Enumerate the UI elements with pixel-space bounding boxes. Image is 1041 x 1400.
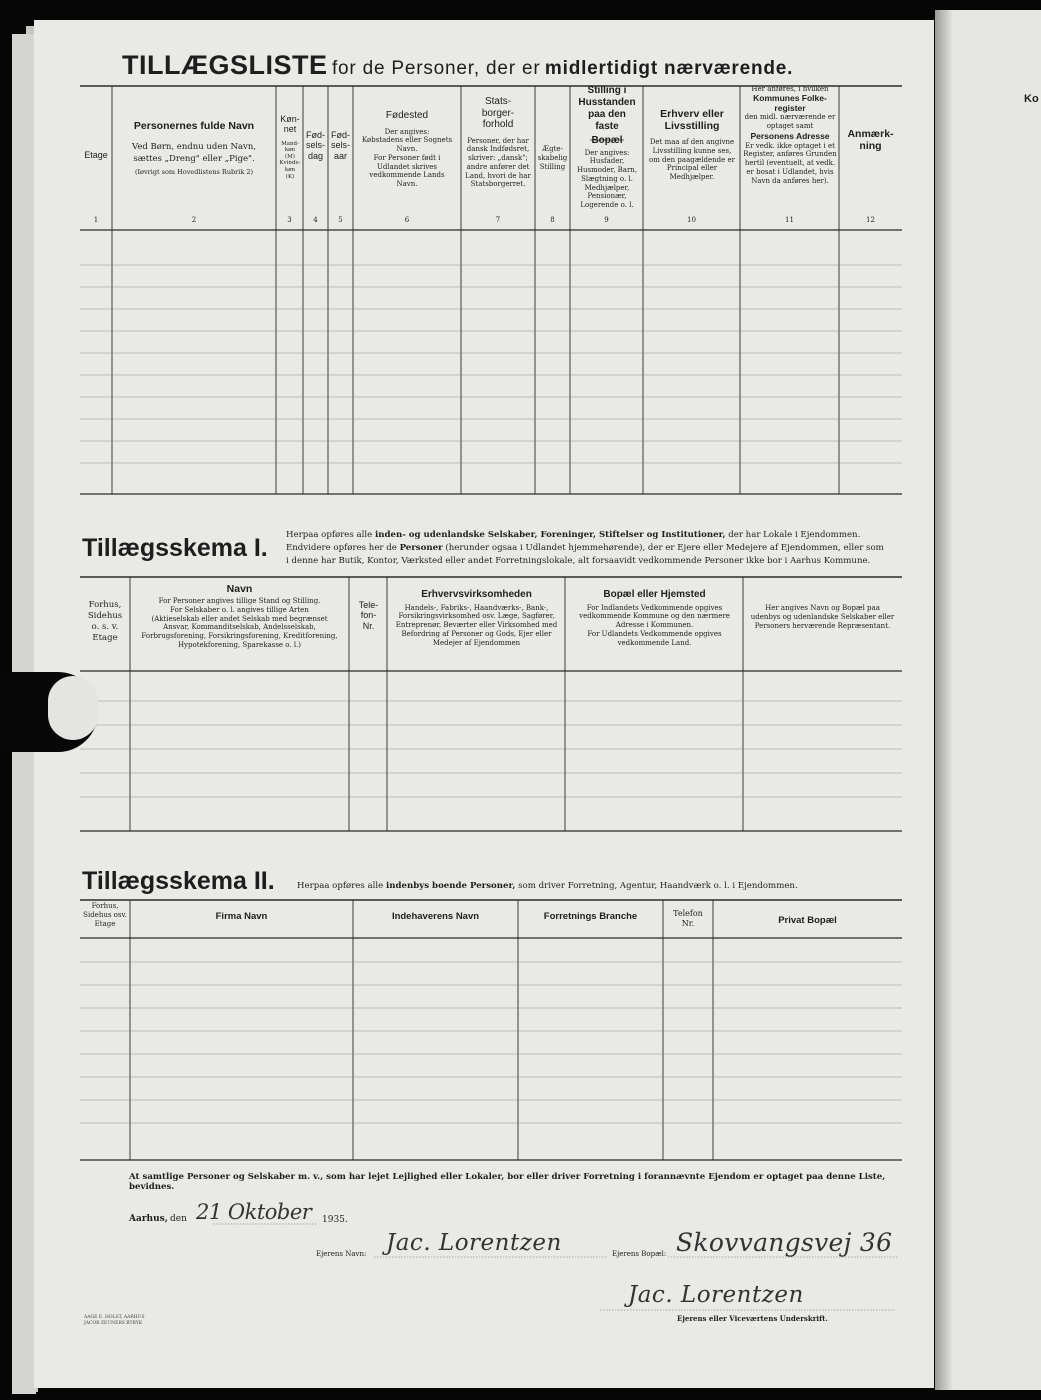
col-num-5: 5	[338, 216, 343, 224]
col-statsborger-title: Stats- borger- forhold	[481, 96, 515, 130]
title-rest: for de Personer, der er	[331, 58, 541, 79]
col-fodested-note: Der angives: Købstadens eller Sognets Navn. For Personer født i Udlandet skrives vedkommende Lands Navn.	[361, 127, 453, 188]
col-fodselsdag: Fød- sels- dag	[305, 130, 325, 161]
col-stilling-title: Stilling i Husstanden paa den faste	[578, 85, 636, 132]
footer-sign-hand: Jac. Lorentzen	[628, 1282, 804, 1308]
col-kommune-title: Kommunes Folke- register	[753, 92, 827, 113]
skema2-col-firma: Firma Navn	[215, 911, 268, 922]
footer-bopael-label: Ejerens Bopæl:	[612, 1250, 667, 1258]
col-erhverv	[644, 108, 740, 182]
footer-owner-hand: Jac. Lorentzen	[386, 1230, 562, 1256]
skema1-col-bopael-title: Bopæl eller Hjemsted	[603, 589, 706, 600]
skema1-col-erhverv-note: Handels-, Fabriks-, Haandværks-, Bank-, Forsikringsvirksomhed osv. Læge, Sagfører, Entreprenør, Beværter eller Virksomhed med Befordring af Personer og Gods, Ejer eller Medejer af Ejendommen	[395, 603, 558, 647]
col-kommune	[741, 85, 839, 185]
skema2-col-telefon: Telefon Nr.	[673, 909, 703, 928]
skema1-col-navn	[132, 583, 347, 650]
footer-attest: At samtlige Personer og Selskaber m. v., som har lejet Lejlighed eller Lokaler, bor eller driver Forretning i forannævnte Ejendom er optaget paa denne Liste, bevidnes.	[129, 1172, 886, 1192]
col-navn	[114, 120, 274, 176]
skema1-col-erhverv-title: Erhvervsvirksomheden	[421, 589, 532, 600]
col-fodested-title: Fødested	[385, 110, 429, 121]
col-stilling	[571, 85, 643, 210]
skema1-note	[286, 529, 906, 568]
col-etage: Etage	[84, 150, 108, 160]
col-adresse-title: Personens Adresse	[750, 130, 830, 141]
tillaegsliste-title	[122, 50, 793, 81]
skema2-note-b: indenbys boende Personer,	[385, 881, 516, 891]
col-erhverv-title: Erhverv eller Livsstilling	[660, 108, 724, 133]
col-statsborger	[462, 96, 534, 189]
skema1-col-telefon: Tele- fon- Nr.	[358, 600, 379, 631]
col-kommune-note3: Er vedk. ikke optaget i et Register, anføres Grunden hertil (eventuelt, at vedk. er bosat i Udlandet, hvis Navn da anføres her).	[743, 141, 837, 185]
title-bold: midlertidigt nærværende.	[544, 58, 794, 79]
skema1-note-2c: (herunder ogsaa i Udlandet hjemmehørende), der er Ejere eller Medejere af Ejendommen, eller som	[445, 542, 884, 553]
footer-sign-label: Ejerens eller Viceværtens Underskrift.	[677, 1314, 828, 1323]
title-main: TILLÆGSLISTE	[122, 50, 328, 80]
skema1-title: Tillægsskema I.	[82, 534, 268, 562]
skema1-note-1c: der har Lokale i Ejendommen.	[728, 530, 861, 540]
col-num-10: 10	[687, 216, 696, 224]
col-navn-title: Personernes fulde Navn	[133, 120, 255, 132]
col-fodested	[355, 110, 459, 189]
footer-place: Aarhus,	[129, 1214, 168, 1224]
col-num-7: 7	[495, 216, 501, 224]
col-num-3: 3	[287, 216, 292, 224]
skema2-title: Tillægsskema II.	[82, 867, 275, 895]
col-navn-note2: (Iøvrigt som Hovedlistens Rubrik 2)	[134, 168, 254, 176]
skema2-col-branche: Forretnings Branche	[543, 911, 638, 922]
footer-den: den	[170, 1214, 187, 1224]
footer-date-hand: 21 Oktober	[196, 1200, 312, 1224]
col-num-1: 1	[93, 216, 99, 224]
col-fodselsaar: Fød- sels- aar	[330, 130, 350, 161]
skema1-col-bopael-note: For Indlandets Vedkommende opgives vedkommende Kommune og den nærmere Adresse i Kommunen. For Udlandets Vedkommende opgives vedkommende Land.	[579, 603, 730, 647]
col-num-2: 2	[191, 216, 197, 224]
skema2-note	[297, 880, 897, 893]
col-konnet	[277, 114, 303, 180]
col-bopael-title: Bopæl	[591, 135, 623, 146]
col-erhverv-note: Det maa af den angivne Livsstilling kunne ses, om den paagældende er Principal eller Medhjælper.	[648, 138, 736, 182]
col-num-8: 8	[550, 216, 555, 224]
skema2-col-indehaver: Indehaverens Navn	[391, 911, 480, 922]
col-num-6: 6	[404, 216, 410, 224]
thumb	[48, 676, 98, 740]
skema1-note-3: i denne har Butik, Kontor, Værksted eller andet Forretningslokale, alt forsaavidt vedkommende Personer ikke bor i Aarhus Kommune.	[286, 555, 871, 566]
printer-mark: AAGE E. HOLST, AARHUS JACOB ZEUNERS BTRYK	[84, 1315, 145, 1326]
col-navn-note: Ved Børn, endnu uden Navn, sættes „Dreng" eller „Pige".	[131, 142, 257, 164]
skema1-note-2b: Personer	[399, 542, 443, 553]
right-page-label: Ko	[1024, 93, 1039, 105]
skema2-col-privat: Privat Bopæl	[778, 915, 837, 926]
skema1-col-forhus: Forhus, Sidehus o. s. v. Etage	[87, 600, 123, 644]
skema1-col-bopael	[567, 589, 742, 647]
col-num-9: 9	[604, 216, 609, 224]
skema1-col-erhverv	[389, 589, 564, 647]
col-statsborger-note: Personer, der har dansk Indfødsret, skriver: „dansk"; andre anfører det Land, hvori de har Statsborgerret.	[465, 136, 531, 189]
skema1-note-1a: Herpaa opføres alle	[286, 530, 373, 540]
footer-year: 1935.	[322, 1215, 348, 1225]
footer-bopael-hand: Skovvangsvej 36	[676, 1228, 893, 1257]
skema1-note-1b: inden- og udenlandske Selskaber, Foreninger, Stiftelser og Institutioner,	[374, 530, 726, 540]
col-anmaerkning: Anmærk- ning	[847, 128, 894, 153]
page-fold	[935, 10, 953, 1390]
col-num-12: 12	[866, 216, 875, 224]
col-stilling-note: Der angives: Husfader, Husmoder, Barn, Slægtning o. l. Medhjælper, Pensionær, Logerende o. l.	[576, 148, 638, 209]
footer-owner-label: Ejerens Navn:	[316, 1250, 367, 1258]
col-konnet-note: Mand- køn (M) Kvinde- køn (K)	[279, 140, 301, 180]
skema1-col-navn-title: Navn	[226, 583, 253, 595]
col-num-4: 4	[313, 216, 318, 224]
col-aegteskabelig: Ægte- skabelig Stilling	[537, 145, 568, 171]
skema2-note-a: Herpaa opføres alle	[297, 881, 384, 891]
skema2-col-forhus: Forhus, Sidehus osv. Etage	[83, 902, 127, 928]
skema2-note-c: som driver Forretning, Agentur, Haandværk o. l. i Ejendommen.	[518, 881, 798, 891]
skema1-col-repr: Her angives Navn og Bopæl paa udenbys og udenlandske Selskaber eller Personers herværende Repræsentant.	[750, 604, 895, 630]
skema1-note-2a: Endvidere opføres her de	[286, 542, 397, 553]
col-kommune-note1: Her anføres, i hvilken	[751, 85, 829, 93]
col-num-11: 11	[785, 216, 794, 224]
col-kommune-note2: den midl. nærværende er optaget samt	[744, 113, 836, 131]
skema1-col-navn-note: For Personer angives tillige Stand og Stilling. For Selskaber o. l. angives tillige Arten (Aktieselskab eller andet Selskab med begrænset Ansvar, Kommanditselskab, Andelsselskab, Forbrugsforening, Forsikringsforening, Kreditforening, Hypotekforening, Sparekasse o. l.)	[141, 597, 338, 649]
col-konnet-title: Køn- net	[280, 114, 300, 135]
